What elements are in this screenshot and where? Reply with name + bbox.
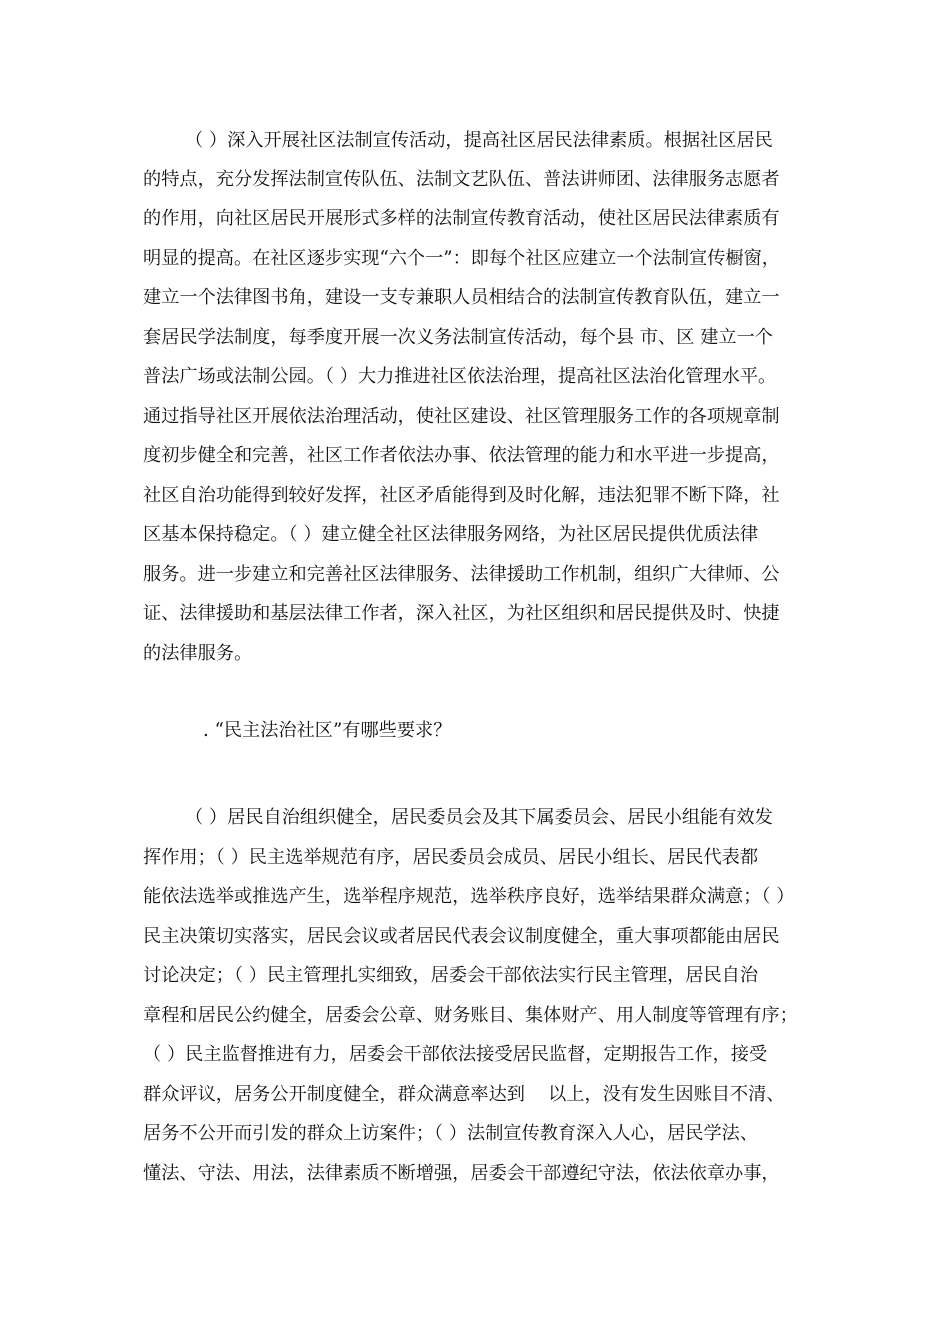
paragraph-line: 套居民学法制度，每季度开展一次义务法制宣传活动，每个县 市、区 建立一个 (143, 327, 773, 348)
paragraph-line: 的特点，充分发挥法制宣传队伍、法制文艺队伍、普法讲师团、法律服务志愿者 (143, 169, 780, 190)
paragraph-line: 懂法、守法、用法，法律素质不断增强，居委会干部遵纪守法，依法依章办事， (143, 1163, 780, 1184)
paragraph-line: 的作用，向社区居民开展形式多样的法制宣传教育活动，使社区居民法律素质有 (143, 208, 780, 229)
paragraph-line: 民主决策切实落实，居民会议或者居民代表会议制度健全，重大事项都能由居民 (143, 926, 780, 947)
paragraph-line: 证、法律援助和基层法律工作者，深入社区，为社区组织和居民提供及时、快捷 (143, 603, 780, 624)
paragraph-line: 区基本保持稳定。（ ）建立健全社区法律服务网络，为社区居民提供优质法律 (143, 524, 759, 545)
paragraph-line: 讨论决定；（ ）民主管理扎实细致，居委会干部依法实行民主管理，居民自治 (143, 965, 759, 986)
paragraph-line: 服务。进一步建立和完善社区法律服务、法律援助工作机制，组织广大律师、公 (143, 564, 780, 585)
paragraph-line: 能依法选举或推选产生，选举程序规范，选举秩序良好，选举结果群众满意；（ ） (143, 886, 795, 907)
paragraph-line: 章程和居民公约健全，居委会公章、财务账目、集体财产、用人制度等管理有序； (143, 1005, 798, 1026)
paragraph-line: 挥作用；（ ）民主选举规范有序，居民委员会成员、居民小组长、居民代表都 (143, 847, 759, 868)
paragraph-line: 社区自治功能得到较好发挥，社区矛盾能得到及时化解，违法犯罪不断下降，社 (143, 485, 780, 506)
paragraph-line: （ ）民主监督推进有力，居委会干部依法接受居民监督，定期报告工作，接受 (143, 1044, 768, 1065)
paragraph-line: 建立一个法律图书角，建设一支专兼职人员相结合的法制宣传教育队伍，建立一 (143, 287, 780, 308)
paragraph-line: 普法广场或法制公园。（ ）大力推进社区依法治理，提高社区法治化管理水平。 (143, 366, 777, 387)
paragraph-line: 度初步健全和完善，社区工作者依法办事、依法管理的能力和水平进一步提高， (143, 445, 780, 466)
paragraph-line: 明显的提高。在社区逐步实现“六个一”：即每个社区应建立一个法制宣传橱窗， (143, 248, 780, 269)
paragraph-line: （ ）深入开展社区法制宣传活动，提高社区居民法律素质。根据社区居民 (185, 130, 773, 151)
paragraph-line: 群众评议，居务公开制度健全，群众满意率达到 以上，没有发生因账目不清、 (143, 1084, 785, 1105)
paragraph-line: 居务不公开而引发的群众上访案件；（ ）法制宣传教育深入人心，居民学法、 (143, 1123, 759, 1144)
paragraph-line: （ ）居民自治组织健全，居民委员会及其下属委员会、居民小组能有效发 (185, 807, 773, 828)
question-heading: . “民主法治社区”有哪些要求？ (203, 720, 452, 741)
paragraph-line: 通过指导社区开展依法治理活动，使社区建设、社区管理服务工作的各项规章制 (143, 406, 780, 427)
paragraph-line: 的法律服务。 (143, 643, 253, 664)
